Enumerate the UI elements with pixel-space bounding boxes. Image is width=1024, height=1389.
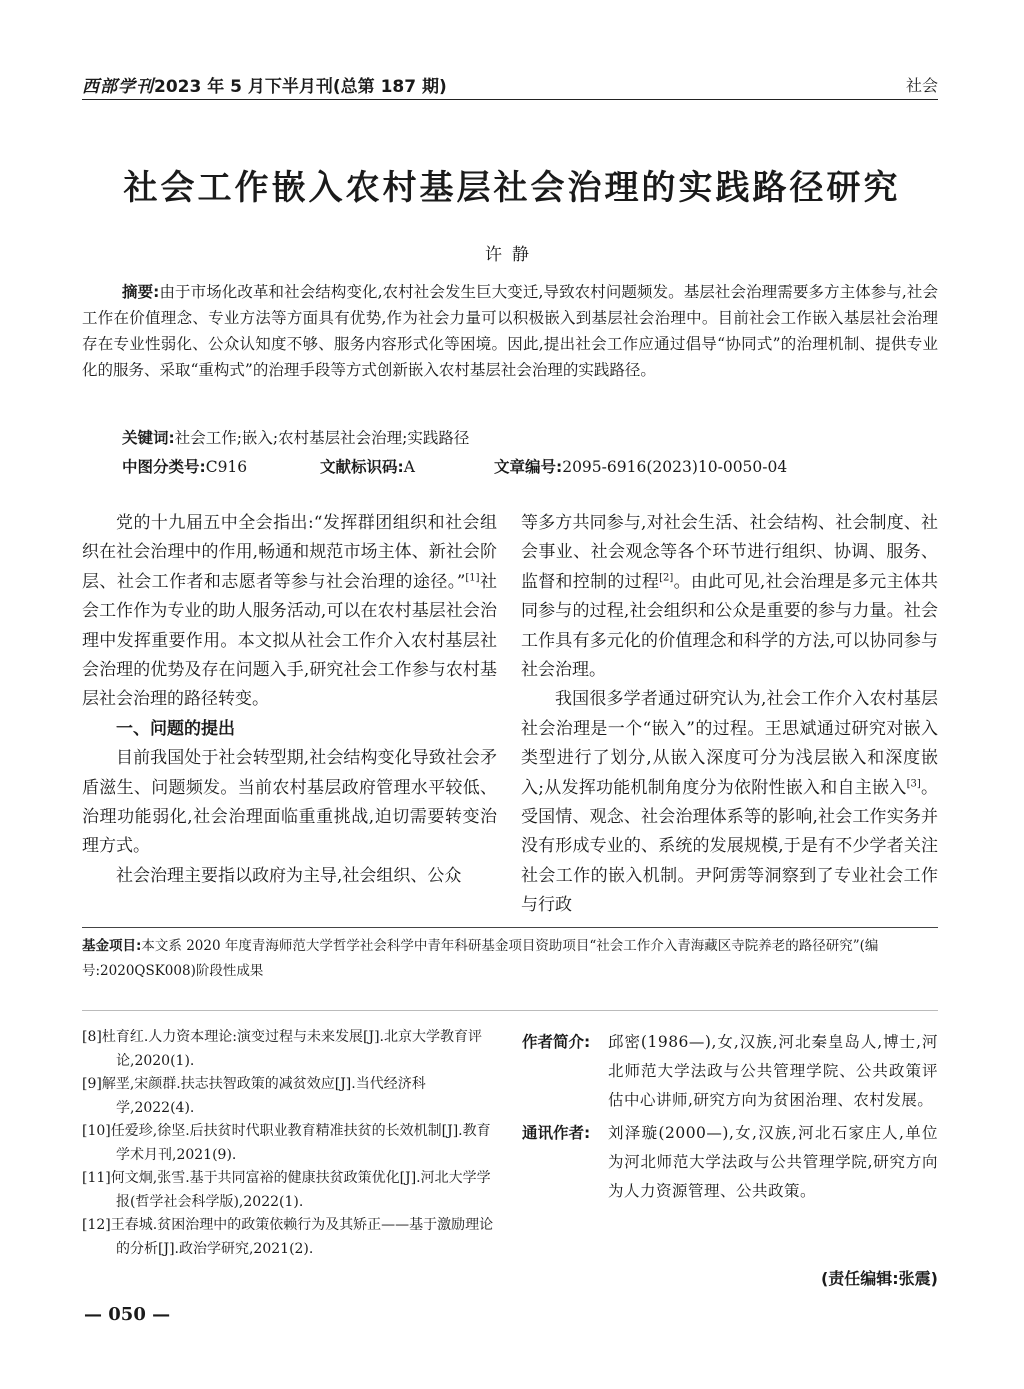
funding-note: [82, 934, 938, 984]
author-bio-text: 邱密(1986—),女,汉族,河北秦皇岛人,博士,河北师范大学法政与公共管理学院、公共政策评估中心讲师,研究方向为贫困治理、农村发展。: [608, 1033, 938, 1109]
body-paragraph: 目前我国处于社会转型期,社会结构变化导致社会矛盾滋生、问题频发。当前农村基层政府管理水平较低、治理功能弱化,社会治理面临重重挑战,迫切需要转变治理方式。: [82, 748, 497, 857]
doc-code-label: 文献标识码:: [320, 458, 404, 476]
corresponding-author-label: 通讯作者:: [522, 1124, 591, 1142]
body-paragraph: 我国很多学者通过研究认为,社会工作介入农村基层社会治理是一个“嵌入”的过程。王思斌通过研究对嵌入类型进行了划分,从嵌入深度可分为浅层嵌入和深度嵌入;从发挥功能机制角度分为依附性嵌入和自主嵌入[3]。受国情、观念、社会治理体系等的影响,社会工作实务并没有形成专业的、系统的发展规模,于是有不少学者关注社会工作的嵌入机制。尹阿雳等洞察到了专业社会工作与行政: [521, 689, 939, 916]
clc-value: C916: [205, 458, 248, 476]
body-paragraph: 等多方共同参与,对社会生活、社会结构、社会制度、社会事业、社会观念等各个环节进行组织、协调、服务、监督和控制的过程[2]。由此可见,社会治理是多元主体共同参与的过程,社会组织和公众是重要的参与力量。社会工作具有多元化的价值理念和科学的方法,可以协同参与社会治理。: [521, 513, 938, 681]
reference-list: [82, 1026, 502, 1261]
header-rule: [82, 99, 938, 100]
keywords: [122, 426, 938, 450]
abstract: [82, 279, 938, 383]
abstract-text: 由于市场化改革和社会结构变化,农村社会发生巨大变迁,导致农村问题频发。基层社会治理需要多方主体参与,社会工作在价值理念、专业方法等方面具有优势,作为社会力量可以积极嵌入到基层社会治理中。目前社会工作嵌入基层社会治理存在专业性弱化、公众认知度不够、服务内容形式化等困境。因此,提出社会工作应通过倡导“协同式”的治理机制、提供专业化的服务、采取“重构式”的治理手段等方式创新嵌入农村基层社会治理的实践路径。: [82, 283, 938, 379]
journal-logo: 西部学刊: [82, 77, 154, 97]
section-name: 社会: [905, 76, 938, 95]
citation-ref: [3]: [906, 778, 921, 789]
reference-item: [9]解垩,宋颜群.扶志扶智政策的减贫效应[J].当代经济科学,2022(4).: [82, 1076, 426, 1116]
body-column-left: [82, 509, 497, 891]
author-bio: [522, 1028, 938, 1115]
keywords-text: 社会工作;嵌入;农村基层社会治理;实践路径: [174, 429, 470, 447]
citation-ref: [2]: [659, 572, 674, 584]
page-number: — 050 —: [84, 1304, 171, 1325]
funding-text: 本文系 2020 年度青海师范大学哲学社会科学中青年科研基金项目资助项目“社会工作介入青海藏区寺院养老的路径研究”(编号:2020QSK008)阶段性成果: [82, 938, 879, 979]
reference-item: [8]杜育红.人力资本理论:演变过程与未来发展[J].北京大学教育评论,2020(1).: [82, 1029, 482, 1069]
footnote-rule: [82, 927, 938, 928]
body-paragraph: 社会治理主要指以政府为主导,社会组织、公众: [116, 865, 462, 886]
reference-item: [10]任爱珍,徐坚.后扶贫时代职业教育精准扶贫的长效机制[J].教育学术月刊,2021(9).: [82, 1123, 491, 1163]
responsible-editor: (责任编辑:张震): [820, 1269, 938, 1288]
doc-code-value: A: [403, 458, 415, 476]
abstract-label: 摘要:: [122, 283, 160, 301]
reference-item: [11]何文炯,张雪.基于共同富裕的健康扶贫政策优化[J].河北大学学报(哲学社会科学版),2022(1).: [82, 1170, 491, 1210]
corresponding-author-text: 刘泽璇(2000—),女,汉族,河北石家庄人,单位为河北师范大学法政与公共管理学院,研究方向为人力资源管理、公共政策。: [608, 1124, 938, 1200]
section-divider: [82, 1010, 938, 1011]
reference-item: [12]王春城.贫困治理中的政策依赖行为及其矫正——基于激励理论的分析[J].政治学研究,2021(2).: [82, 1217, 494, 1257]
corresponding-author: [522, 1119, 938, 1206]
clc-label: 中图分类号:: [122, 458, 206, 476]
article-number-label: 文章编号:: [494, 458, 563, 476]
article-number-value: 2095-6916(2023)10-0050-04: [562, 458, 788, 476]
section-heading: 一、问题的提出: [116, 718, 235, 739]
issue-info: 2023 年 5 月下半月刊(总第 187 期): [154, 77, 447, 97]
citation-ref: [1]: [465, 572, 480, 584]
author-bio-label: 作者简介:: [522, 1033, 591, 1051]
keywords-label: 关键词:: [122, 429, 175, 447]
body-column-right: [521, 509, 938, 921]
funding-label: 基金项目:: [82, 938, 142, 954]
author-info: [522, 1028, 938, 1210]
article-author: 许静: [485, 245, 539, 265]
running-header: [82, 72, 447, 97]
body-paragraph: 党的十九届五中全会指出:“发挥群团组织和社会组织在社会治理中的作用,畅通和规范市场主体、新社会阶层、社会工作者和志愿者等参与社会治理的途径。”[1]社会工作作为专业的助人服务活动,可以在农村基层社会治理中发挥重要作用。本文拟从社会工作介入农村基层社会治理的优势及存在问题入手,研究社会工作参与农村基层社会治理的路径转变。: [82, 513, 497, 710]
article-title: 社会工作嵌入农村基层社会治理的实践路径研究: [123, 168, 901, 208]
